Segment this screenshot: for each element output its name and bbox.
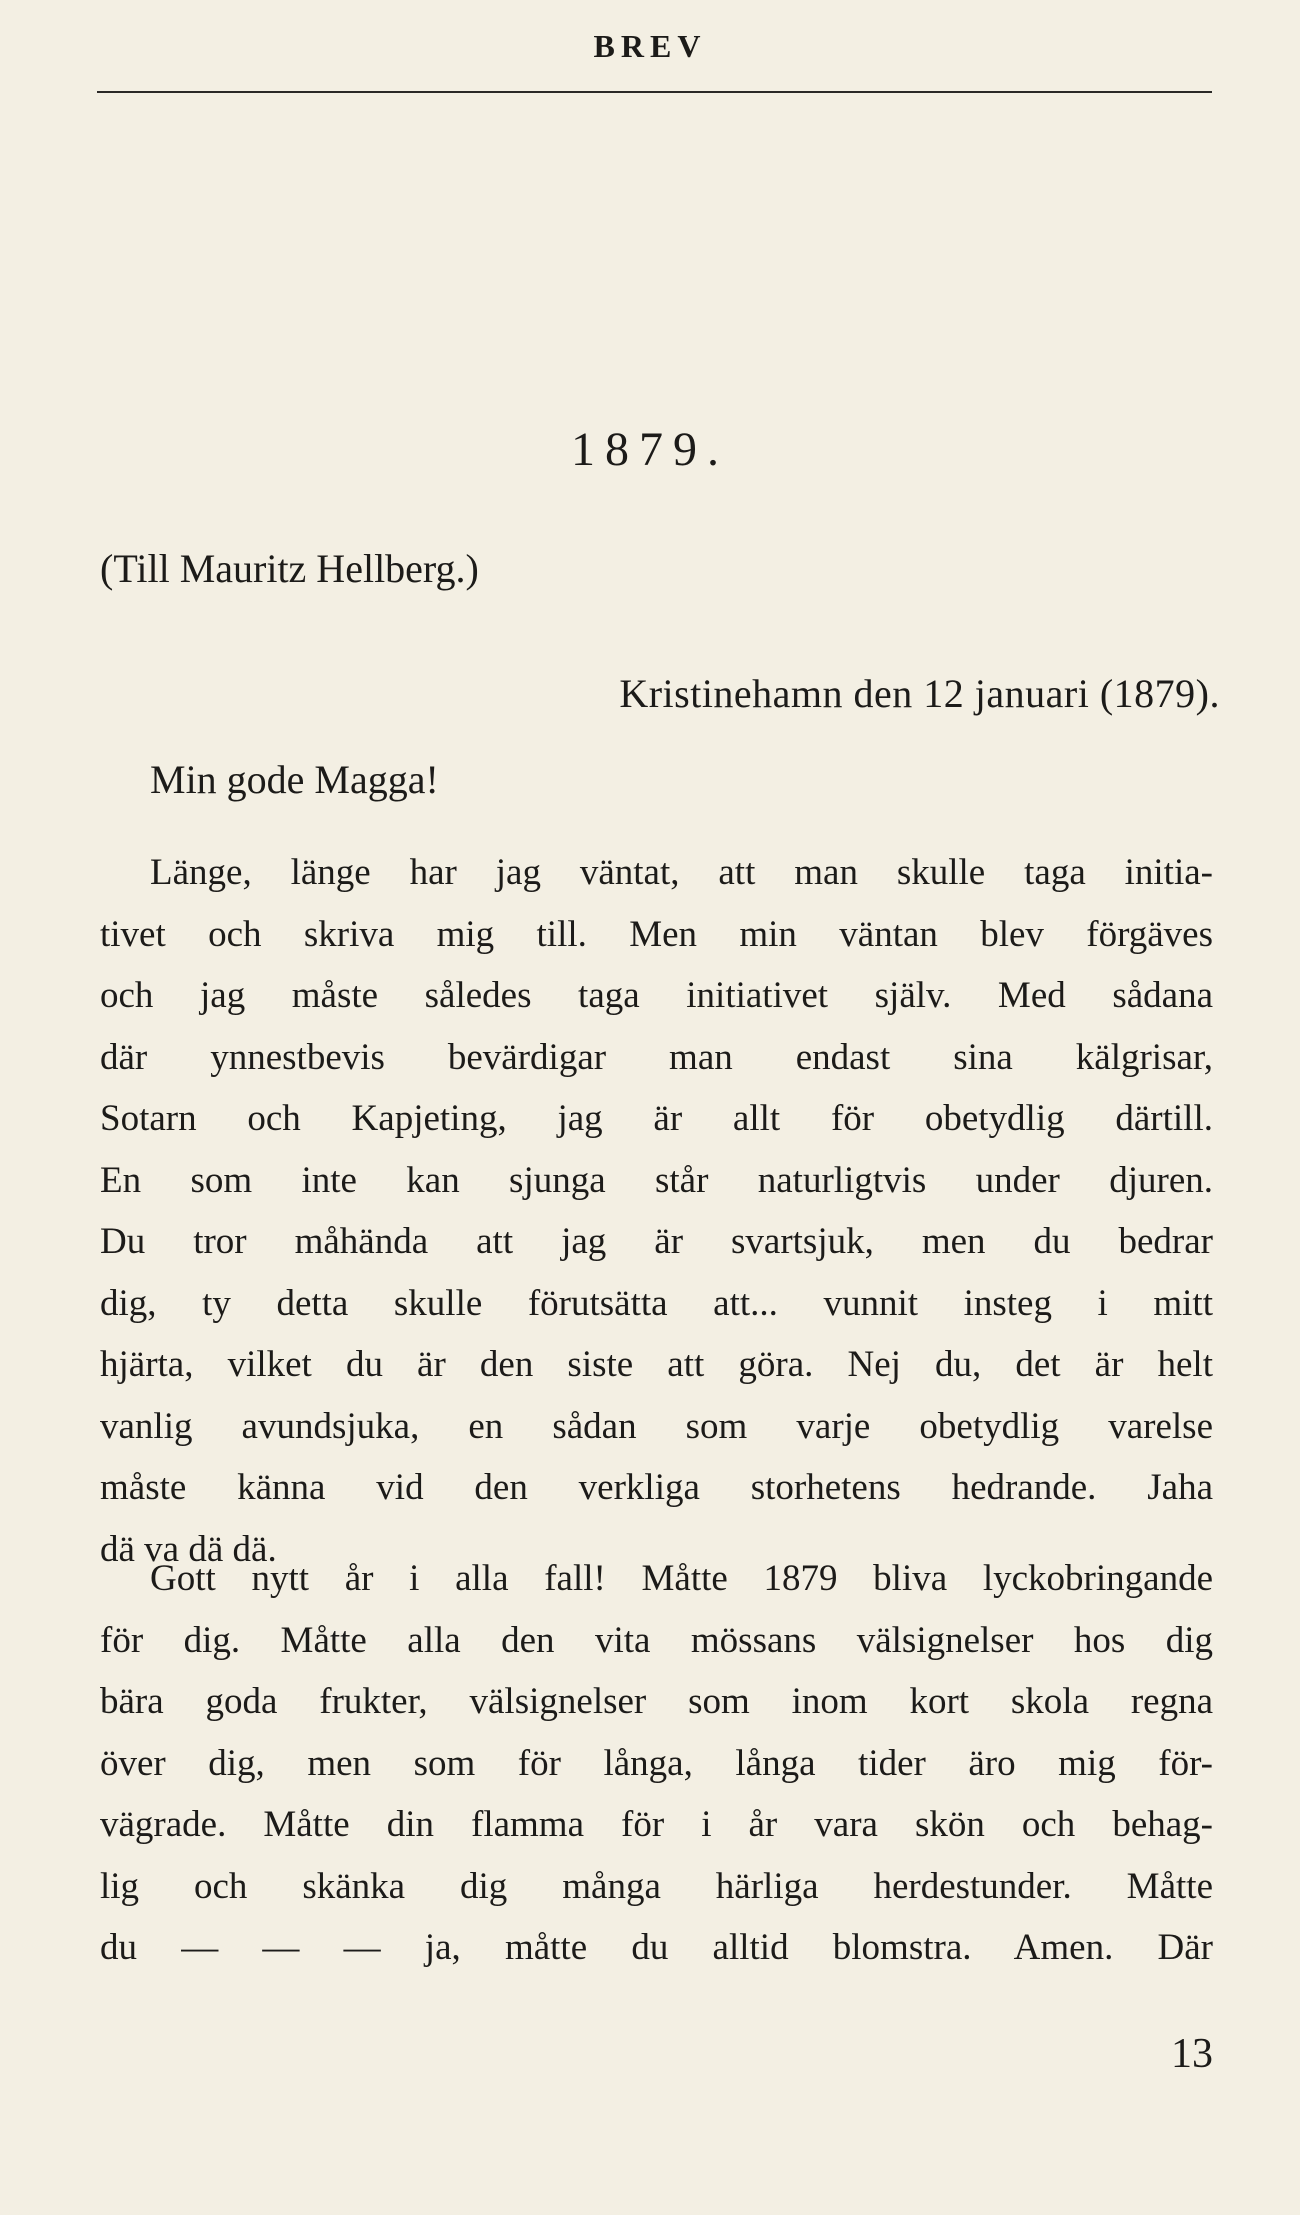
text-line: dig, ty detta skulle förutsätta att... vunnit insteg i mitt <box>100 1282 1213 1324</box>
header-rule <box>97 91 1212 93</box>
salutation: Min gode Magga! <box>150 757 439 802</box>
dateline: Kristinehamn den 12 januari (1879). <box>619 671 1220 716</box>
running-head: BREV <box>593 28 707 64</box>
paragraph-2 <box>100 1548 1213 1979</box>
text-line: du — — — ja, måtte du alltid blomstra. Amen. Där <box>100 1927 1213 1968</box>
text-line: Du tror måhända att jag är svartsjuk, men du bedrar <box>100 1221 1213 1262</box>
text-line: bära goda frukter, välsignelser som inom kort skola regna <box>100 1681 1213 1722</box>
text-line: måste känna vid den verkliga storhetens hedrande. Jaha <box>100 1467 1213 1508</box>
text-line: Gott nytt år i alla fall! Måtte 1879 bliva lyckobringande <box>150 1558 1213 1599</box>
text-line: tivet och skriva mig till. Men min väntan blev förgäves <box>100 913 1213 955</box>
text-line: En som inte kan sjunga står naturligtvis under djuren. <box>100 1159 1213 1201</box>
text-line: över dig, men som för långa, långa tider äro mig för- <box>100 1742 1213 1784</box>
text-line: vägrade. Måtte din flamma för i år vara skön och behag- <box>100 1804 1213 1845</box>
text-line: Sotarn och Kapjeting, jag är allt för obetydlig därtill. <box>100 1098 1213 1139</box>
text-line: lig och skänka dig många härliga herdestunder. Måtte <box>100 1865 1213 1907</box>
page-number: 13 <box>1171 2031 1213 2077</box>
year-heading: 1879. <box>571 423 729 476</box>
text-line: där ynnestbevis bevärdigar man endast sina kälgrisar, <box>100 1036 1213 1078</box>
paragraph-1 <box>100 842 1213 1580</box>
text-line: vanlig avundsjuka, en sådan som varje obetydlig varelse <box>100 1405 1213 1447</box>
text-line: Länge, länge har jag väntat, att man skulle taga initia- <box>150 852 1213 893</box>
text-line: dä va dä dä. <box>100 1528 277 1570</box>
text-line: och jag måste således taga initiativet själv. Med sådana <box>100 975 1213 1016</box>
text-line: hjärta, vilket du är den siste att göra. Nej du, det är helt <box>100 1344 1213 1385</box>
recipient-note: (Till Mauritz Hellberg.) <box>100 546 479 591</box>
text-line: för dig. Måtte alla den vita mössans välsignelser hos dig <box>100 1619 1213 1661</box>
